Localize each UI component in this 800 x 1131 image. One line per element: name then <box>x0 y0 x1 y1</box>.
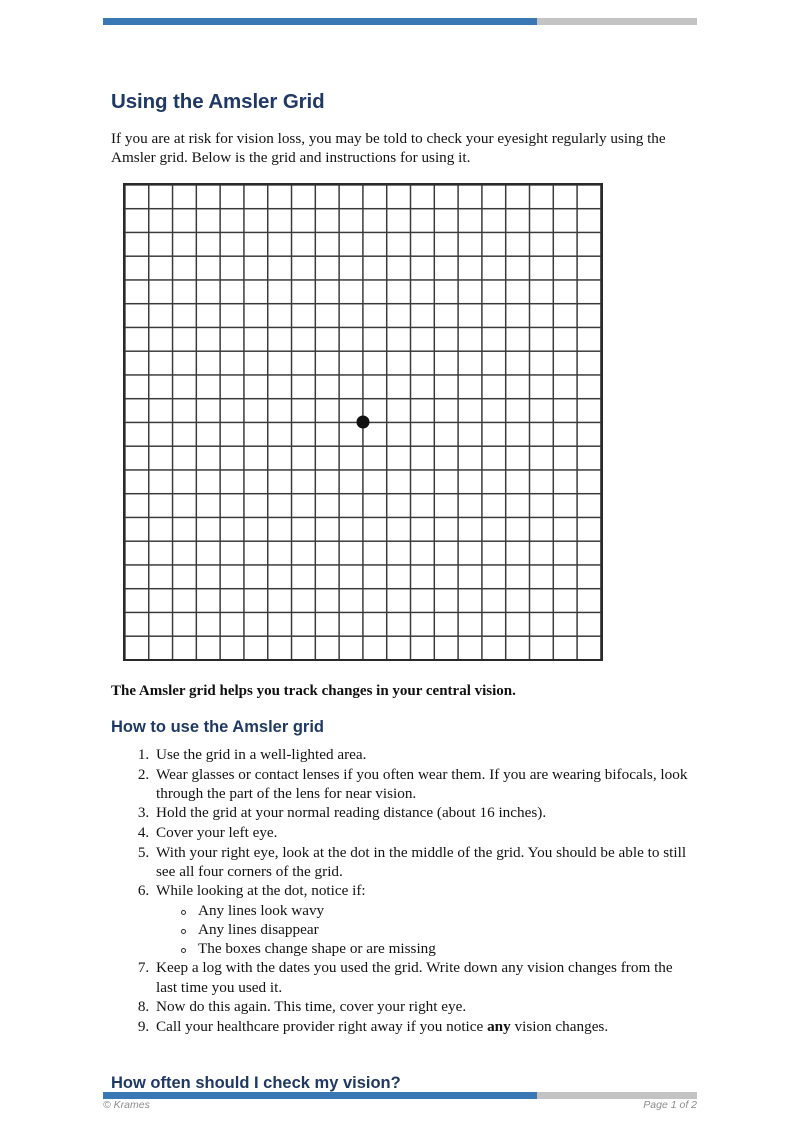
list-item <box>153 1017 697 1036</box>
step-text-before: Call your healthcare provider right away if you notice <box>156 1017 488 1035</box>
page-title: Using the Amsler Grid <box>111 90 325 113</box>
substep-list <box>156 901 697 958</box>
amsler-grid <box>123 183 603 661</box>
step-text: While looking at the dot, notice if: <box>156 882 366 900</box>
list-item <box>180 939 697 958</box>
list-item <box>153 843 697 881</box>
intro-paragraph: If you are at risk for vision loss, you may be told to check your eyesight regularly using the Amsler grid. Below is the grid and instructions for using it. <box>111 129 666 166</box>
section-heading-how-to-use: How to use the Amsler grid <box>111 717 325 736</box>
footer-rule-bar <box>103 1092 697 1099</box>
step-text: Use the grid in a well-lighted area. <box>156 745 367 763</box>
page-footer <box>103 1099 697 1111</box>
amsler-grid-figure <box>123 183 603 661</box>
step-text: Cover your left eye. <box>156 823 278 841</box>
footer-page-number: Page 1 of 2 <box>643 1099 697 1111</box>
list-item <box>153 881 697 958</box>
step-text: Keep a log with the dates you used the grid. Write down any vision changes from the last time you used it. <box>156 959 673 996</box>
list-item <box>153 803 697 822</box>
list-item <box>180 901 697 920</box>
list-item <box>153 823 697 842</box>
instruction-list <box>111 745 697 1036</box>
substep-text: The boxes change shape or are missing <box>198 939 436 957</box>
step-text-emphasis: any <box>487 1017 511 1035</box>
substep-text: Any lines disappear <box>198 920 319 938</box>
list-item <box>153 765 697 803</box>
footer-rule-blue-segment <box>103 1092 537 1099</box>
step-text: With your right eye, look at the dot in the middle of the grid. You should be able to still see all four corners of the grid. <box>156 843 687 880</box>
step-text: Hold the grid at your normal reading distance (about 16 inches). <box>156 804 547 822</box>
circle-bullet-icon <box>181 929 186 934</box>
list-item <box>153 958 697 996</box>
amsler-fixation-dot <box>357 415 370 428</box>
step-text: Wear glasses or contact lenses if you often wear them. If you are wearing bifocals, look through the part of the lens for near vision. <box>156 765 688 802</box>
list-item <box>153 997 697 1016</box>
list-item <box>180 920 697 939</box>
header-rule-blue-segment <box>103 18 537 25</box>
list-item <box>153 745 697 764</box>
grid-caption: The Amsler grid helps you track changes in your central vision. <box>111 682 516 699</box>
circle-bullet-icon <box>181 948 186 953</box>
header-rule-bar <box>103 18 697 25</box>
footer-rule-gray-segment <box>537 1092 697 1099</box>
step-text: Now do this again. This time, cover your right eye. <box>156 998 467 1016</box>
document-content <box>111 90 697 1101</box>
substep-text: Any lines look wavy <box>198 901 325 919</box>
section-heading-how-often: How often should I check my vision? <box>111 1073 401 1092</box>
circle-bullet-icon <box>181 910 186 915</box>
footer-copyright: © Krames <box>103 1099 150 1111</box>
step-text-after: vision changes. <box>510 1017 609 1035</box>
header-rule-gray-segment <box>537 18 697 25</box>
